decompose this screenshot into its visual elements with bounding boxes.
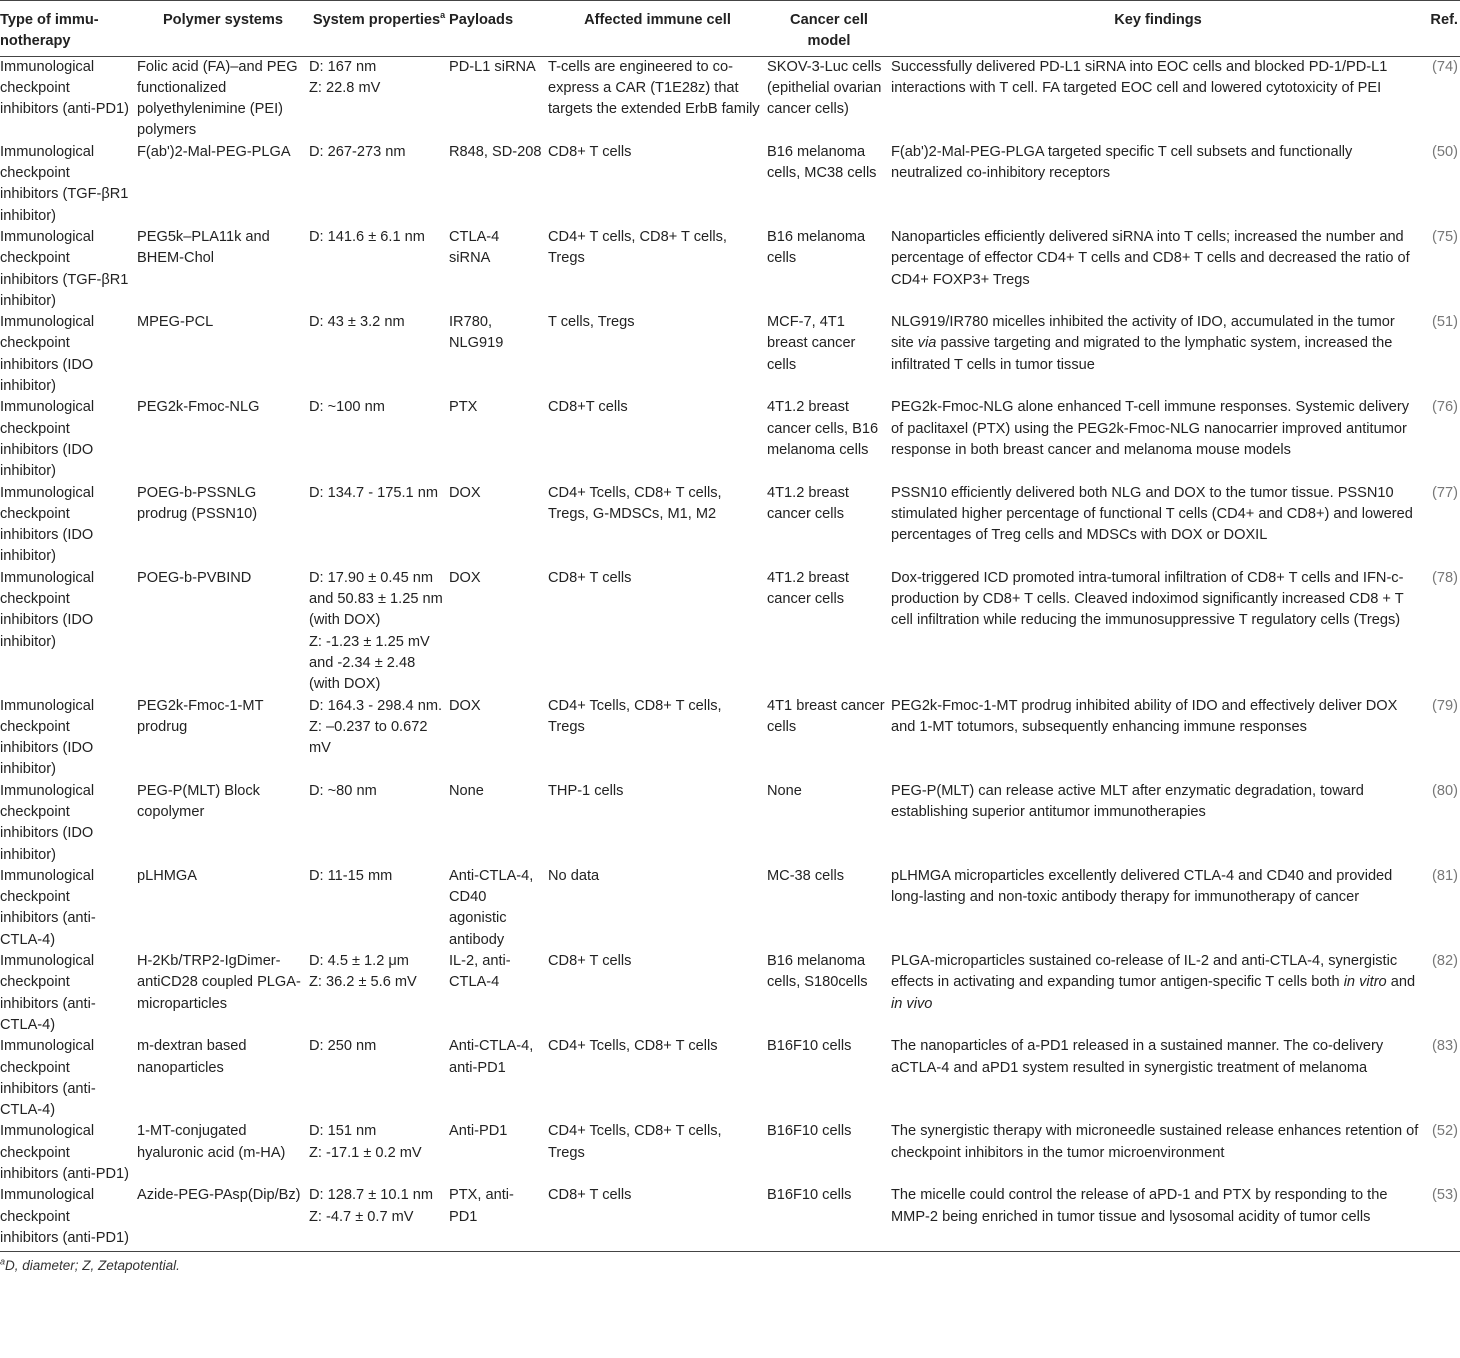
- cell-cancer: B16 melanoma cells, S180cells: [767, 953, 868, 991]
- table-row: [0, 866, 1460, 951]
- cell-payloads: IR780, NLG919: [449, 314, 504, 352]
- cell-props: [309, 1185, 449, 1251]
- property-line: D: 267-273 nm: [309, 143, 406, 160]
- header-immune: Affected immune cell: [548, 1, 767, 57]
- cell-payloads: Anti-CTLA-4, anti-PD1: [449, 1038, 534, 1076]
- cell-cancer: B16F10 cells: [767, 1123, 852, 1140]
- cell-ref: (77): [1432, 484, 1458, 501]
- cell-findings: Nanoparticles efficiently delivered siRNA into T cells; increased the number and percentage of effector CD4+ T cells and CD8+ T cells and decreased the ratio of CD4+ FOXP3+ Tregs: [891, 228, 1410, 288]
- cell-polymer: pLHMGA: [137, 867, 198, 884]
- cell-type: Immunological checkpoint inhibitors (anti-PD1): [0, 58, 129, 118]
- property-line: D: 128.7 ± 10.1 nm: [309, 1187, 434, 1204]
- cell-polymer: H-2Kb/TRP2-IgDimer-antiCD28 coupled PLGA- microparticles: [137, 953, 301, 1012]
- cell-polymer: POEG-b-PSSNLG prodrug (PSSN10): [137, 484, 258, 522]
- table-row: [0, 397, 1460, 482]
- property-line: D: 43 ± 3.2 nm: [309, 314, 405, 331]
- cell-ref: (52): [1432, 1123, 1458, 1140]
- cell-immune: CD8+T cells: [548, 399, 628, 416]
- cell-props: [309, 483, 449, 568]
- cell-payloads: DOX: [449, 569, 481, 586]
- cell-polymer: Azide-PEG-PAsp(Dip/Bz): [137, 1185, 309, 1251]
- cell-props: [309, 696, 449, 781]
- table-footnote: $^a$D, diameter; Z, Zetapotential.: [0, 1256, 180, 1274]
- property-line: D: 164.3 - 298.4 nm.: [309, 697, 443, 714]
- cell-polymer: PEG2k-Fmoc-1-MT prodrug: [137, 697, 264, 735]
- cell-type: Immunological checkpoint inhibitors (IDO inhibitor): [0, 782, 95, 863]
- cell-ref: (75): [1432, 228, 1458, 245]
- cell-immune: T cells, Tregs: [548, 314, 635, 331]
- header-ref: Ref.: [1425, 1, 1460, 57]
- cell-props: [309, 866, 449, 951]
- table-row: [0, 56, 1460, 142]
- cell-polymer: PEG5k–PLA11k and BHEM-Chol: [137, 228, 270, 267]
- cell-type: Immunological checkpoint inhibitors (IDO inhibitor): [0, 569, 95, 650]
- cell-ref: (80): [1432, 782, 1458, 799]
- property-line: Z: 22.8 mV: [309, 79, 381, 96]
- cell-type: Immunological checkpoint inhibitors (IDO inhibitor): [0, 697, 95, 778]
- cell-props: [309, 142, 449, 227]
- table-row: [0, 1036, 1460, 1121]
- cell-polymer: 1-MT-conjugated hyaluronic acid (m-HA): [137, 1123, 286, 1161]
- cell-props: [309, 227, 449, 312]
- cell-props: [309, 951, 449, 1036]
- cell-immune: CD4+ Tcells, CD8+ T cells, Tregs: [548, 1123, 722, 1161]
- cell-immune: THP-1 cells: [548, 782, 624, 799]
- cell-payloads: Anti-CTLA-4, CD40 agonistic antibody: [449, 867, 534, 948]
- table-row: [0, 696, 1460, 781]
- property-line: D: 151 nm: [309, 1123, 377, 1140]
- cell-props: [309, 1121, 449, 1185]
- property-line: Z: -4.7 ± 0.7 mV: [309, 1208, 414, 1225]
- table-row: [0, 568, 1460, 696]
- property-line: D: 11-15 mm: [309, 867, 393, 884]
- cell-immune: T-cells are engineered to co-express a CAR (T1E28z) that targets the extended ErbB family: [548, 58, 760, 118]
- cell-payloads: CTLA-4 siRNA: [449, 228, 500, 267]
- table-row: [0, 142, 1460, 227]
- italic-text: in vitro: [1343, 974, 1387, 991]
- cell-ref: (53): [1425, 1185, 1460, 1251]
- cell-polymer: MPEG-PCL: [137, 314, 214, 331]
- header-findings: Key findings: [891, 1, 1425, 57]
- cell-cancer: MCF-7, 4T1 breast cancer cells: [767, 314, 856, 373]
- cell-payloads: DOX: [449, 697, 481, 714]
- property-line: D: 141.6 ± 6.1 nm: [309, 228, 425, 245]
- table-row: [0, 483, 1460, 568]
- cell-type: Immunological checkpoint inhibitors (IDO inhibitor): [0, 484, 95, 565]
- cell-findings: [891, 951, 1425, 1036]
- cell-cancer: 4T1.2 breast cancer cells: [767, 484, 849, 522]
- italic-text: via: [917, 335, 937, 352]
- cell-props: [309, 312, 449, 397]
- cell-ref: (50): [1432, 143, 1458, 160]
- cell-props: [309, 781, 449, 866]
- cell-payloads: IL-2, anti-CTLA-4: [449, 953, 511, 991]
- cell-cancer: B16F10 cells: [767, 1185, 891, 1251]
- text-segment: passive targeting and migrated to the lymphatic system, increased the infiltrated T cells in tumor tissue: [891, 335, 1393, 373]
- cell-props: [309, 56, 449, 142]
- property-line: D: 134.7 - 175.1 nm: [309, 484, 438, 501]
- cell-props: [309, 397, 449, 482]
- cell-props: [309, 568, 449, 696]
- property-line: D: ~80 nm: [309, 782, 377, 799]
- cell-findings: PEG2k-Fmoc-NLG alone enhanced T-cell immune responses. Systemic delivery of paclitaxel (PTX) using the PEG2k-Fmoc-NLG nanocarrier improved antitumor response in both breast cancer and melanoma mouse models: [891, 399, 1410, 458]
- header-row: [0, 1, 1460, 57]
- property-line: D: ~100 nm: [309, 399, 385, 416]
- cell-findings: The nanoparticles of a-PD1 released in a sustained manner. The co-delivery aCTLA-4 and aPD1 system resulted in synergistic treatment of melanoma: [891, 1038, 1384, 1076]
- property-line: D: 250 nm: [309, 1038, 377, 1055]
- cell-polymer: PEG2k-Fmoc-NLG: [137, 399, 260, 416]
- text-segment: NLG919/IR780 micelles inhibited the activity of IDO, accumulated in the tumor site: [891, 314, 1395, 352]
- property-line: Z: –0.237 to 0.672 mV: [309, 718, 428, 757]
- cell-ref: (83): [1432, 1038, 1458, 1055]
- cell-cancer: SKOV-3-Luc cells (epithelial ovarian cancer cells): [767, 58, 882, 118]
- header-payloads: Payloads: [449, 1, 548, 57]
- cell-payloads: PD-L1 siRNA: [449, 58, 536, 75]
- cell-findings: The synergistic therapy with microneedle sustained release enhances retention of checkpoint inhibitors in the tumor microenvironment: [891, 1123, 1419, 1161]
- cell-type: Immunological checkpoint inhibitors (TGF-βR1 inhibitor): [0, 143, 129, 224]
- cell-polymer: m-dextran based nanoparticles: [137, 1038, 247, 1076]
- property-line: Z: 36.2 ± 5.6 mV: [309, 974, 417, 991]
- table-row: [0, 951, 1460, 1036]
- property-line: D: 17.90 ± 0.45 nm and 50.83 ± 1.25 nm (with DOX): [309, 569, 443, 629]
- cell-immune: CD4+ T cells, CD8+ T cells, Tregs: [548, 228, 727, 267]
- cell-polymer: Folic acid (FA)–and PEG functionalized polyethylenimine (PEI) polymers: [137, 58, 298, 139]
- cell-polymer: POEG-b-PVBIND: [137, 569, 252, 586]
- cell-type: Immunological checkpoint inhibitors (IDO inhibitor): [0, 314, 95, 395]
- cell-type: Immunological checkpoint inhibitors (anti-CTLA-4): [0, 867, 96, 948]
- cell-ref: (82): [1432, 953, 1458, 970]
- cell-ref: (76): [1432, 399, 1458, 416]
- header-cancer: Cancer cell model: [767, 1, 891, 57]
- cell-polymer: PEG-P(MLT) Block copolymer: [137, 782, 260, 820]
- cell-ref: (74): [1432, 58, 1458, 75]
- cell-findings: PEG2k-Fmoc-1-MT prodrug inhibited ability of IDO and effectively deliver DOX and 1-MT totumors, subsequently enhancing immune responses: [891, 697, 1398, 735]
- table-row: [0, 312, 1460, 397]
- cell-immune: No data: [548, 867, 600, 884]
- cell-ref: (81): [1432, 867, 1458, 884]
- cell-findings: Successfully delivered PD-L1 siRNA into EOC cells and blocked PD-1/PD-L1 interactions with T cell. FA targeted EOC cell and lowered cytotoxicity of PEI: [891, 58, 1388, 96]
- header-type: Type of immu-notherapy: [0, 1, 137, 57]
- cell-cancer: 4T1.2 breast cancer cells: [767, 569, 849, 608]
- cell-cancer: None: [767, 782, 802, 799]
- cell-type: Immunological checkpoint inhibitors (TGF-βR1 inhibitor): [0, 228, 129, 309]
- cell-type: Immunological checkpoint inhibitors (IDO inhibitor): [0, 399, 95, 480]
- cell-payloads: PTX, anti-PD1: [449, 1185, 548, 1251]
- cell-findings: Dox-triggered ICD promoted intra-tumoral infiltration of CD8+ T cells and IFN-c-production by CD8+ T cells. Cleaved indoximod significantly increased CD8 + T cell infiltration while reducing the immunosuppressive T regulatory cells (Tregs): [891, 569, 1404, 629]
- cell-findings: F(ab')2-Mal-PEG-PLGA targeted specific T cell subsets and functionally neutralized co-inhibitory receptors: [891, 143, 1353, 182]
- property-line: D: 4.5 ± 1.2 μm: [309, 953, 409, 970]
- cell-payloads: Anti-PD1: [449, 1123, 508, 1140]
- table-row: [0, 781, 1460, 866]
- cell-immune: CD8+ T cells: [548, 569, 632, 586]
- cell-immune: CD8+ T cells: [548, 953, 632, 970]
- cell-type: Immunological checkpoint inhibitors (anti-PD1): [0, 1185, 137, 1251]
- cell-immune: CD4+ Tcells, CD8+ T cells, Tregs: [548, 697, 722, 735]
- cell-cancer: 4T1.2 breast cancer cells, B16 melanoma cells: [767, 399, 879, 458]
- cell-props: [309, 1036, 449, 1121]
- cell-type: Immunological checkpoint inhibitors (anti-CTLA-4): [0, 953, 96, 1033]
- header-polymer: Polymer systems: [137, 1, 309, 57]
- cell-immune: CD4+ Tcells, CD8+ T cells, Tregs, G-MDSCs, M1, M2: [548, 484, 722, 522]
- table-row: [0, 1121, 1460, 1185]
- cell-immune: CD4+ Tcells, CD8+ T cells: [548, 1038, 718, 1055]
- cell-findings: [891, 312, 1425, 397]
- cell-cancer: B16 melanoma cells: [767, 228, 866, 267]
- cell-payloads: None: [449, 782, 484, 799]
- cell-type: Immunological checkpoint inhibitors (anti-CTLA-4): [0, 1038, 96, 1119]
- cell-type: Immunological checkpoint inhibitors (anti-PD1): [0, 1123, 129, 1183]
- cell-findings: PSSN10 efficiently delivered both NLG and DOX to the tumor tissue. PSSN10 stimulated higher percentage of functional T cells (CD4+ and CD8+) and lowered percentages of Treg cells and MDSCs with DOX or DOXIL: [891, 484, 1413, 544]
- table-row: [0, 1185, 1460, 1251]
- cell-payloads: R848, SD-208: [449, 143, 542, 160]
- cell-cancer: MC-38 cells: [767, 867, 845, 884]
- text-segment: and: [1386, 974, 1416, 991]
- table-row: [0, 227, 1460, 312]
- property-line: Z: -1.23 ± 1.25 mV and -2.34 ± 2.48 (with DOX): [309, 633, 430, 693]
- cell-findings: pLHMGA microparticles excellently delivered CTLA-4 and CD40 and provided long-lasting and non-toxic antibody therapy for immunotherapy of cancer: [891, 867, 1393, 906]
- cell-polymer: F(ab')2-Mal-PEG-PLGA: [137, 143, 291, 160]
- cell-cancer: B16 melanoma cells, MC38 cells: [767, 143, 877, 182]
- cell-payloads: DOX: [449, 484, 481, 501]
- cell-immune: CD8+ T cells: [548, 143, 632, 160]
- property-line: Z: -17.1 ± 0.2 mV: [309, 1144, 422, 1161]
- cell-cancer: B16F10 cells: [767, 1038, 852, 1055]
- cell-payloads: PTX: [449, 399, 478, 416]
- cell-ref: (51): [1432, 314, 1458, 331]
- header-props: System properties$^a$: [309, 1, 449, 57]
- italic-text: in vivo: [891, 995, 933, 1012]
- property-line: D: 167 nm: [309, 58, 377, 75]
- cell-findings: The micelle could control the release of aPD-1 and PTX by responding to the MMP-2 being enriched in tumor tissue and lysosomal acidity of tumor cells: [891, 1185, 1425, 1251]
- cell-cancer: 4T1 breast cancer cells: [767, 697, 885, 735]
- cell-ref: (78): [1432, 569, 1458, 586]
- cell-ref: (79): [1432, 697, 1458, 714]
- cell-findings: PEG-P(MLT) can release active MLT after enzymatic degradation, toward establishing superior antitumor immunotherapies: [891, 782, 1364, 820]
- text-segment: PLGA-microparticles sustained co-release of IL-2 and anti-CTLA-4, synergistic effects in activating and expanding tumor antigen-specific T cells both: [891, 953, 1398, 991]
- cell-immune: CD8+ T cells: [548, 1185, 767, 1251]
